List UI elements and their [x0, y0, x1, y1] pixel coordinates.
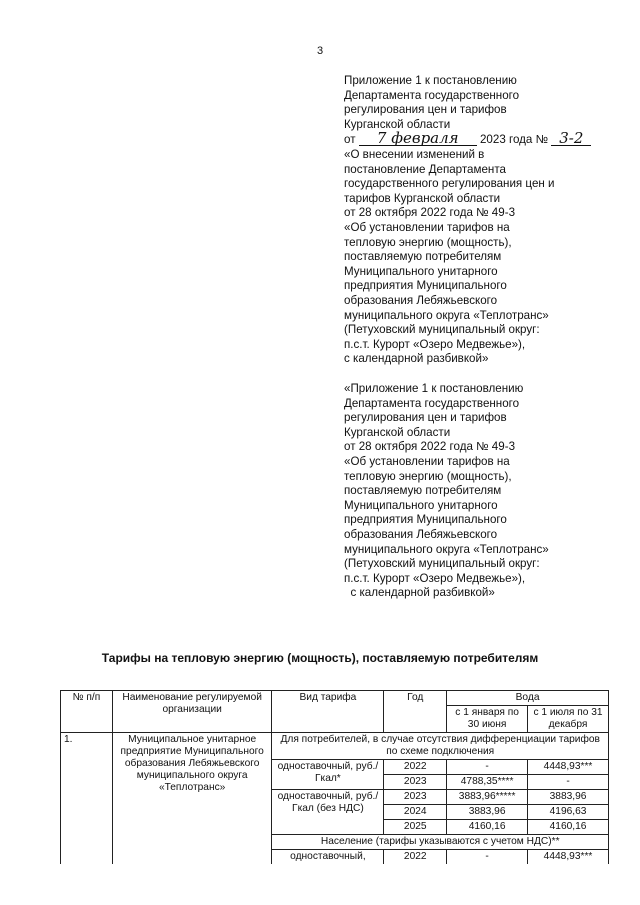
annex-line: поставляемую потребителям — [344, 250, 502, 264]
handwritten-date: 7 февраля — [359, 132, 477, 146]
tariff-type: одноставочный, руб./Гкал* — [272, 760, 384, 790]
header-water: Вода — [447, 691, 609, 706]
annex-line: Муниципального унитарного — [344, 264, 498, 278]
year-cell: 2023 — [384, 790, 447, 805]
row-number: 1. — [61, 733, 113, 865]
annex-line: образования Лебяжьевского — [344, 527, 498, 541]
value-cell: 4196,63 — [528, 805, 609, 820]
annex-line: Курганской области — [344, 117, 451, 131]
header-year: Год — [384, 691, 447, 733]
annex-line: «Об установлении тарифов на — [344, 220, 510, 234]
value-cell: 4448,93*** — [528, 760, 609, 775]
value-cell: 4788,35**** — [447, 775, 528, 790]
annex-line: с календарной разбивкой» — [344, 352, 489, 366]
value-cell: 4160,16 — [528, 820, 609, 835]
header-period-2: с 1 июля по 31 декабря — [528, 706, 609, 733]
annex-line: муниципального округа «Теплотранс» — [344, 542, 549, 556]
annex-line: Департамента государственного — [344, 88, 520, 102]
section-heading: Население (тарифы указываются с учетом НДС)** — [272, 835, 609, 850]
value-cell: 3883,96 — [447, 805, 528, 820]
annex-date-line — [344, 129, 624, 148]
header-org: Наименование регулируемой организации — [112, 691, 272, 733]
annex-line: Муниципального унитарного — [344, 498, 498, 512]
annex-line: поставляемую потребителям — [344, 484, 502, 498]
section-heading: Для потребителей, в случае отсутствия дифференциации тарифов по схеме подключения — [272, 733, 609, 760]
table-header-row — [61, 691, 609, 706]
annex-line: (Петуховский муниципальный округ: — [344, 557, 540, 571]
annex-line: Приложение 1 к постановлению — [344, 74, 517, 87]
annex-line: от 28 октября 2022 года № 49-3 — [344, 206, 516, 220]
annex-line: «О внесении изменений в — [344, 147, 485, 161]
organization-name: Муниципальное унитарное предприятие Муниципального образования Лебяжьевского муниципального округа «Теплотранс» — [112, 733, 272, 865]
document-title: Тарифы на тепловую энергию (мощность), поставляемую потребителям — [101, 651, 539, 665]
year-cell: 2022 — [384, 760, 447, 775]
page-number: 3 — [316, 45, 324, 57]
year-cell: 2024 — [384, 805, 447, 820]
year-cell: 2022 — [384, 850, 447, 865]
date-prefix: от — [344, 133, 356, 147]
value-cell: - — [528, 775, 609, 790]
handwritten-number: 3-2 — [551, 132, 591, 146]
annex-line: государственного регулирования цен и — [344, 177, 555, 191]
table-row — [61, 733, 609, 760]
annex-line: «Об установлении тарифов на — [344, 454, 510, 468]
tariff-type: одноставочный, — [272, 850, 384, 865]
annex-line: регулирования цен и тарифов — [344, 103, 507, 117]
annex-line: предприятия Муниципального — [344, 513, 507, 527]
value-cell: 3883,96 — [528, 790, 609, 805]
annex-line: «Приложение 1 к постановлению — [344, 382, 524, 395]
annex-line: образования Лебяжьевского — [344, 293, 498, 307]
annex-line: (Петуховский муниципальный округ: — [344, 323, 540, 337]
annex-line: от 28 октября 2022 года № 49-3 — [344, 440, 516, 454]
original-annex-block — [344, 382, 624, 601]
annex-line: с календарной разбивкой» — [344, 586, 495, 600]
date-year: 2023 года № — [479, 133, 549, 147]
year-cell: 2025 — [384, 820, 447, 835]
header-num: № п/п — [61, 691, 113, 733]
year-cell: 2023 — [384, 775, 447, 790]
annex-header-block — [344, 74, 624, 367]
annex-line: тепловую энергию (мощность), — [344, 235, 512, 249]
tariff-table — [60, 690, 609, 864]
header-tariff-type: Вид тарифа — [272, 691, 384, 733]
annex-line: п.с.т. Курорт «Озеро Медвежье»), — [344, 571, 526, 585]
annex-line: предприятия Муниципального — [344, 279, 507, 293]
header-period-1: с 1 января по 30 июня — [447, 706, 528, 733]
value-cell: - — [447, 850, 528, 865]
value-cell: 4448,93*** — [528, 850, 609, 865]
annex-line: муниципального округа «Теплотранс» — [344, 308, 549, 322]
annex-line: п.с.т. Курорт «Озеро Медвежье»), — [344, 337, 526, 351]
annex-line: постановление Департамента — [344, 162, 506, 176]
annex-line: регулирования цен и тарифов — [344, 411, 507, 425]
value-cell: 3883,96***** — [447, 790, 528, 805]
annex-line: тепловую энергию (мощность), — [344, 469, 512, 483]
value-cell: 4160,16 — [447, 820, 528, 835]
value-cell: - — [447, 760, 528, 775]
annex-line: тарифов Курганской области — [344, 191, 501, 205]
tariff-type: одноставочный, руб./Гкал (без НДС) — [272, 790, 384, 835]
annex-line: Курганской области — [344, 425, 451, 439]
annex-line: Департамента государственного — [344, 396, 520, 410]
